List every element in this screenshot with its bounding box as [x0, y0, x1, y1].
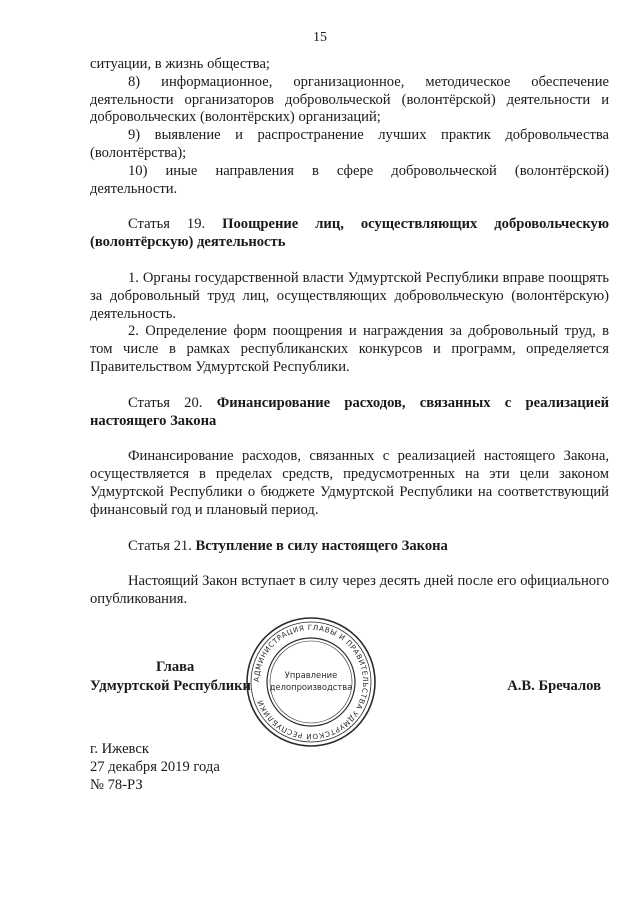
list-item-9: 9) выявление и распространение лучших практик добровольчества (волонтёрства); — [90, 127, 609, 161]
document-body — [90, 56, 609, 609]
article-19-number: Статья 19. — [128, 216, 206, 233]
article-20-number: Статья 20. — [128, 394, 203, 411]
stamp-ring-text: АДМИНИСТРАЦИЯ ГЛАВЫ И ПРАВИТЕЛЬСТВА УДМУРТСКОЙ РЕСПУБЛИКИ — [251, 622, 371, 742]
document-footer — [90, 740, 220, 794]
article-20-title: Финансирование расходов, связанных с реализацией настоящего Закона — [90, 394, 609, 429]
article-21-heading — [90, 538, 609, 556]
footer-date: 27 декабря 2019 года — [90, 759, 220, 775]
list-item-8: 8) информационное, организационное, методическое обеспечение деятельности организаторов добровольческой (волонтёрской) деятельности и добровольческих (волонтёрских) организаций; — [90, 73, 609, 126]
stamp-center-line-1: Управление — [284, 670, 338, 680]
list-item-continuation: ситуации, в жизнь общества; — [90, 56, 270, 72]
article-19-paragraph-2: 2. Определение форм поощрения и награждения за добровольный труд, в том числе в рамках республиканских конкурсов и программ, определяется Правительством Удмуртской Республики. — [90, 323, 609, 375]
signatory-region: Удмуртской Республики — [90, 678, 251, 694]
article-19-heading — [90, 216, 609, 252]
list-item-10: 10) иные направления в сфере добровольческой (волонтёрской) деятельности. — [90, 162, 609, 197]
signatory-position: Глава — [156, 659, 195, 675]
article-20-heading — [90, 395, 609, 431]
article-20-paragraph-1: Финансирование расходов, связанных с реализацией настоящего Закона, осуществляется в пределах средств, предусмотренных на эти цели законом Удмуртской Республики о бюджете Удмуртской Республики на соответствующий финансовый год и плановый период. — [90, 448, 609, 518]
page-number: 15 — [313, 30, 327, 45]
article-21-paragraph-1: Настоящий Закон вступает в силу через десять дней после его официального опубликования. — [90, 573, 609, 608]
signatory-name: А.В. Бречалов — [507, 678, 601, 694]
signature-block — [90, 658, 609, 718]
article-19-paragraph-1: 1. Органы государственной власти Удмуртской Республики вправе поощрять за добровольный труд лиц, осуществляющих добровольческую (волонтёрскую) деятельность. — [90, 269, 609, 322]
stamp-center-line-2: делопроизводства — [269, 682, 353, 692]
article-19-title: Поощрение лиц, осуществляющих добровольческую (волонтёрскую) деятельность — [90, 216, 609, 251]
article-21-number: Статья 21. — [128, 537, 192, 554]
footer-law-number: № 78-РЗ — [90, 777, 143, 793]
footer-city: г. Ижевск — [90, 741, 149, 757]
article-21-title: Вступление в силу настоящего Закона — [195, 537, 448, 554]
